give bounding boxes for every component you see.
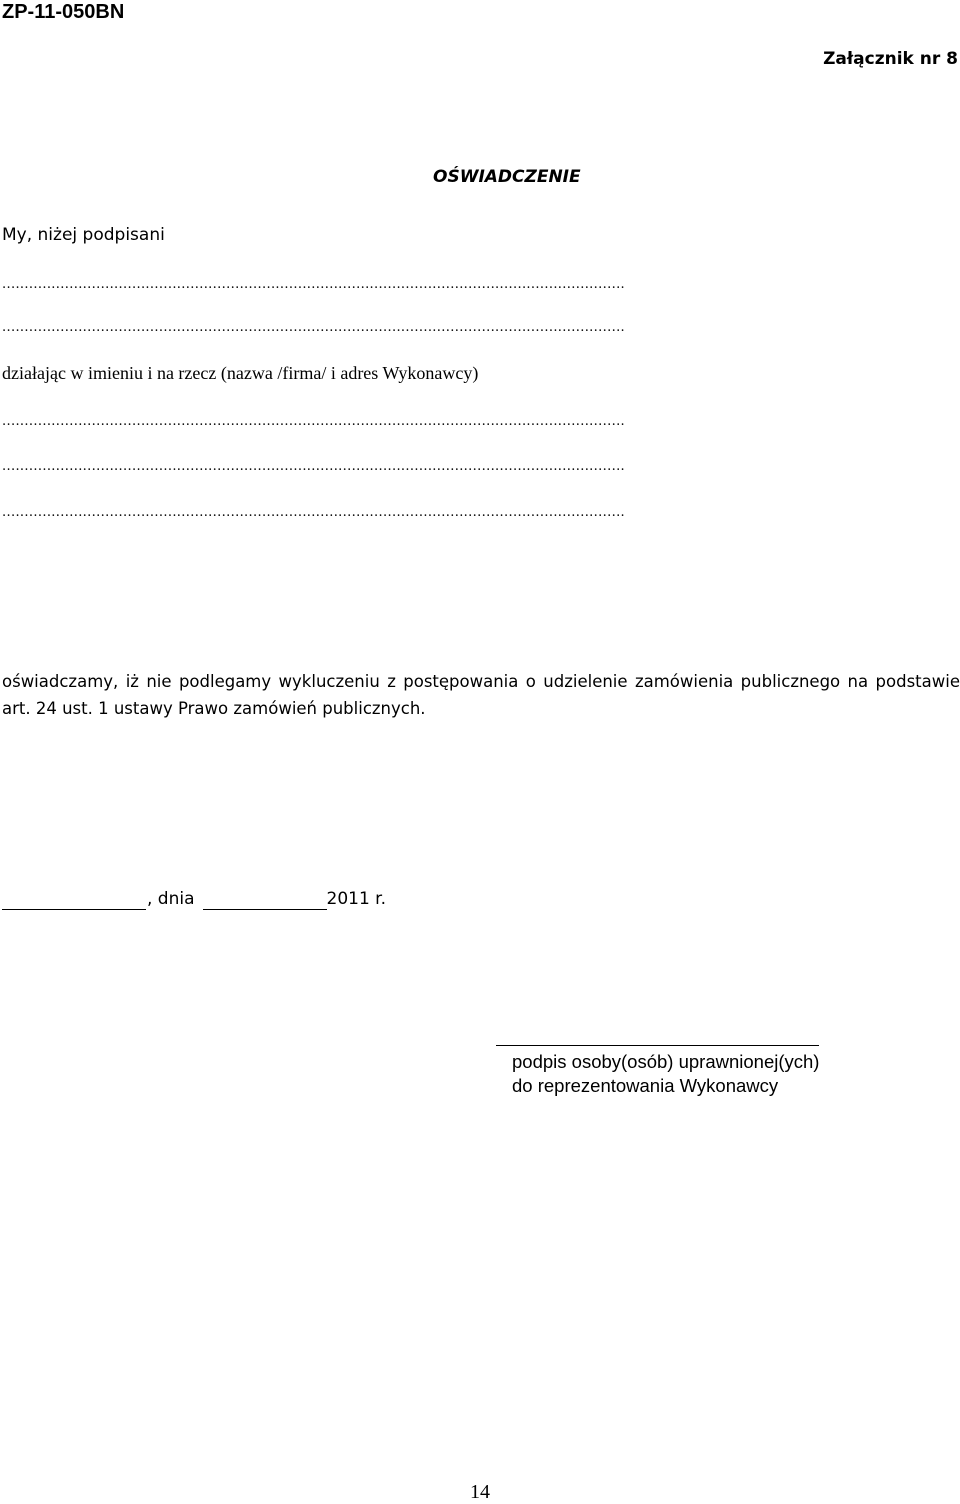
year-label: 2011 r. (326, 889, 387, 909)
acting-on-behalf-text: działając w imieniu i na rzecz (nazwa /firma/ i adres Wykonawcy) (2, 363, 479, 383)
signature-caption (512, 1050, 819, 1098)
date-blank[interactable] (203, 890, 327, 910)
contractor-dotted-line-2: ........................................................................................................................................... (2, 459, 626, 474)
document-title: OŚWIADCZENIE (433, 167, 581, 187)
place-date-line (2, 888, 386, 910)
signatories-dotted-line-1: ........................................................................................................................................... (2, 277, 626, 292)
dnia-label: , dnia (147, 889, 195, 909)
signature-line (496, 1045, 819, 1046)
signatories-dotted-line-2: ........................................................................................................................................... (2, 320, 626, 335)
page-number: 14 (470, 1481, 490, 1503)
document-code: ZP-11-050BN (2, 1, 125, 23)
annex-label: Załącznik nr 8 (823, 49, 958, 69)
statement-paragraph: oświadczamy, iż nie podlegamy wykluczeniu z postępowania o udzielenie zamówienia publicznego na podstawie art. 24 ust. 1 ustawy Prawo zamówień publicznych. (2, 672, 960, 718)
signature-caption-line-1: podpis osoby(osób) uprawnionej(ych) (512, 1051, 820, 1072)
place-blank[interactable] (2, 890, 146, 910)
intro-text: My, niżej podpisani (2, 225, 165, 245)
contractor-dotted-line-1: ........................................................................................................................................... (2, 414, 626, 429)
signature-caption-line-2: do reprezentowania Wykonawcy (512, 1075, 779, 1096)
contractor-dotted-line-3: ........................................................................................................................................... (2, 505, 626, 520)
